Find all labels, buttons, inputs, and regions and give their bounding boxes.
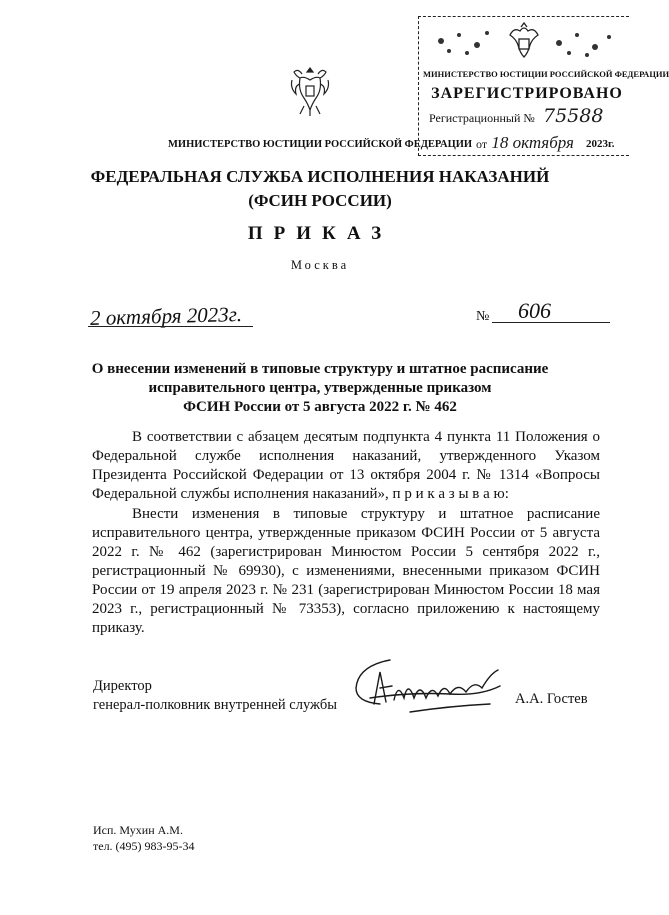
signatory-title [93, 677, 337, 715]
service-name: ФЕДЕРАЛЬНАЯ СЛУЖБА ИСПОЛНЕНИЯ НАКАЗАНИЙ [90, 167, 550, 186]
stamp-number-label: Регистрационный № [429, 111, 535, 125]
signatory-position: Директор [93, 678, 152, 694]
signatory-rank: генерал-полковник внутренней службы [93, 697, 337, 713]
order-number-label: № [476, 309, 490, 324]
subject-line-2: исправительного центра, утвержденные приказом [148, 380, 492, 396]
service-abbr: (ФСИН РОССИИ) [248, 191, 392, 210]
subject-line-3: ФСИН России от 5 августа 2022 г. № 462 [183, 399, 457, 415]
registration-stamp [418, 16, 669, 156]
body-paragraph-1 [92, 428, 600, 504]
stamp-date-row [476, 133, 574, 153]
service-title [0, 165, 640, 213]
stamp-year: 2023г. [586, 138, 615, 150]
double-headed-eagle-icon [288, 62, 332, 118]
stamp-date-prefix: от [476, 137, 488, 151]
stamp-date-handwritten: 18 октября [491, 133, 574, 152]
city: Москва [290, 258, 350, 272]
executor-block [93, 822, 195, 854]
subject-line-1: О внесении изменений в типовые структуру и штатное расписание [91, 361, 549, 377]
number-underline [492, 322, 610, 323]
executor-name: Исп. Мухин А.М. [93, 823, 183, 837]
executor-phone: тел. (495) 983-95-34 [93, 839, 195, 853]
order-subject [80, 360, 560, 417]
handwritten-signature-icon [350, 652, 510, 727]
order-date-handwritten: 2 октября 2023г. [89, 302, 243, 330]
paragraph-1-text: В соответствии с абзацем десятым подпункта 4 пункта 11 Положения о Федеральной службе исполнения наказаний, утвержденного Указом Президента Российской Федерации от 13 октября 2004 г. № 1314 «Вопросы Федеральной службы исполнения наказаний», п р и к а з ы в а ю: [92, 429, 600, 502]
body-paragraph-2 [92, 505, 600, 638]
stamp-emblems-icon [419, 21, 629, 65]
stamp-number-handwritten: 75588 [543, 105, 604, 127]
doc-type-title: ПРИКАЗ [247, 223, 393, 244]
signatory-name: А.А. Гостев [515, 691, 588, 707]
paragraph-2-text: Внести изменения в типовые структуру и штатное расписание исправительного центра, утвержденные приказом ФСИН России от 5 августа 2022 г. № 462 (зарегистрирован Минюстом России 5 сентября 2022 г., регистрационный № 69930), с изменениями, внесенными приказом ФСИН России от 19 апреля 2023 г. № 231 (зарегистрирован Минюстом России 18 мая 2023 г., регистрационный № 73353), согласно приложению к настоящему приказу. [92, 506, 600, 636]
stamp-ministry: МИНИСТЕРСТВО ЮСТИЦИИ РОССИЙСКОЙ ФЕДЕРАЦИИ [423, 69, 669, 79]
stamp-status: ЗАРЕГИСТРИРОВАНО [431, 85, 623, 102]
ministry-header: МИНИСТЕРСТВО ЮСТИЦИИ РОССИЙСКОЙ ФЕДЕРАЦИИ [168, 139, 473, 150]
order-number-handwritten: 606 [518, 298, 551, 323]
date-underline [88, 326, 253, 327]
